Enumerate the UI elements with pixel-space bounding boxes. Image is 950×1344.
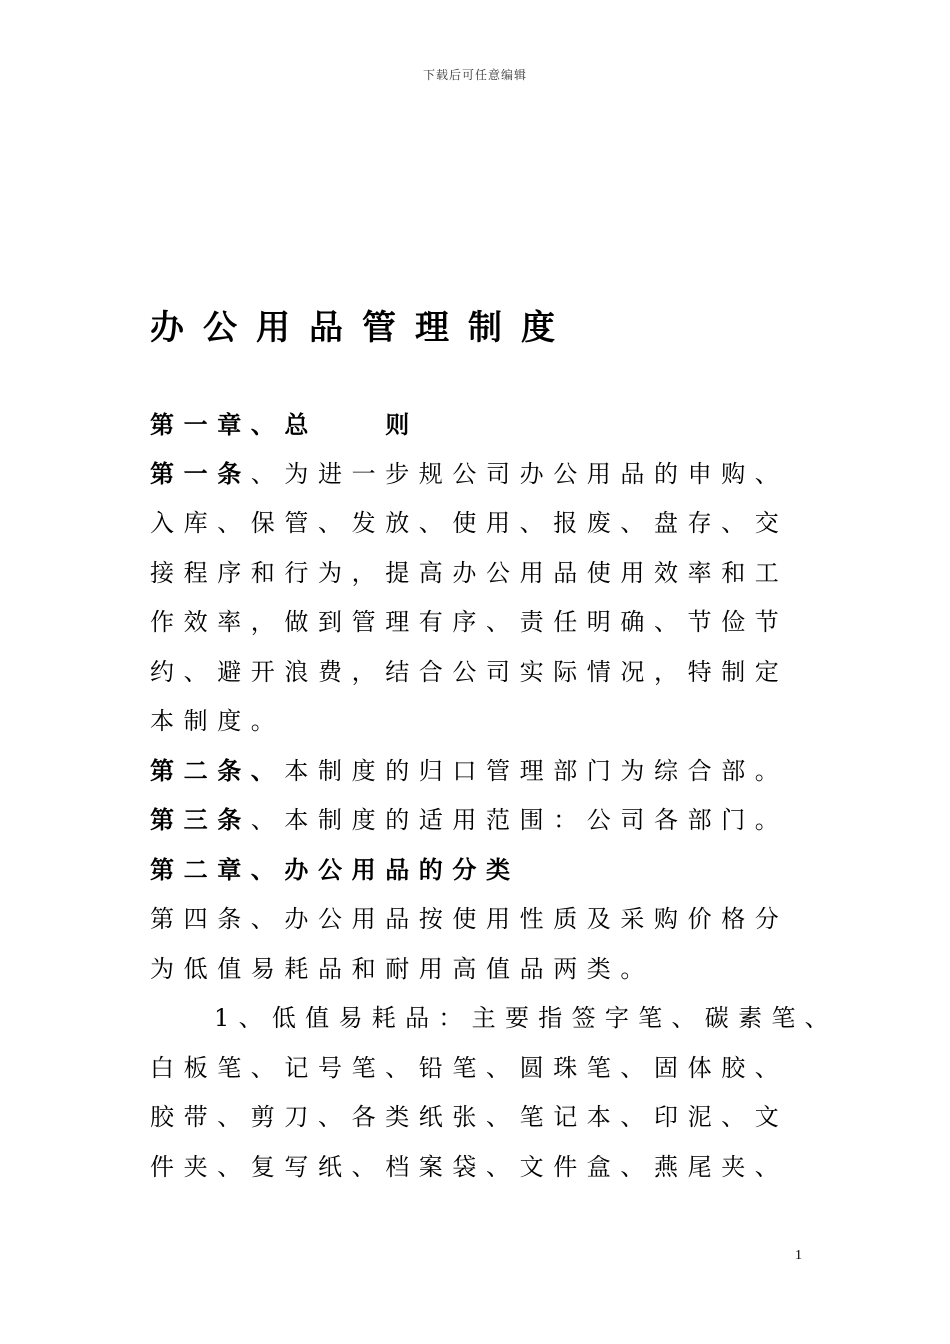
item-1-line-3: 胶带、剪刀、各类纸张、笔记本、印泥、文 [150,1103,789,1131]
article-2-line [150,753,788,789]
chapter-2-heading: 第二章、办公用品的分类 [150,856,520,884]
item-1-line-1: 1、低值易耗品：主要指签字笔、碳素笔、 [214,1004,838,1032]
article-1-text: 、为进一步规公司办公用品的申购、 [250,460,789,488]
article-1-line-1 [150,456,788,492]
article-1-line-2: 入库、保管、发放、使用、报废、盘存、交 [150,509,789,537]
article-1-line-5: 约、避开浪费，结合公司实际情况，特制定 [150,658,789,686]
article-3-line [150,802,788,838]
article-4-line-1: 第四条、办公用品按使用性质及采购价格分 [150,905,789,933]
page-number: 1 [795,1248,802,1263]
article-3-text: 、本制度的适用范围：公司各部门。 [250,806,789,834]
chapter-1-heading: 第一章、总 则 [150,411,419,439]
item-1-line-4: 件夹、复写纸、档案袋、文件盒、燕尾夹、 [150,1153,789,1181]
article-1-line-6: 本制度。 [150,707,285,735]
item-1-line-2: 白板笔、记号笔、铅笔、圆珠笔、固体胶、 [150,1054,789,1082]
article-3-label: 第三条 [150,806,251,834]
article-2-label: 第二条、 [150,757,285,785]
document-title: 办公用品管理制度 [150,308,574,348]
article-1-line-3: 接程序和行为，提高办公用品使用效率和工 [150,559,789,587]
article-1-label: 第一条 [150,460,251,488]
article-2-text: 本制度的归口管理部门为综合部。 [284,757,789,785]
article-1-line-4: 作效率，做到管理有序、责任明确、节俭节 [150,608,789,636]
header-note: 下载后可任意编辑 [422,68,527,82]
article-4-line-2: 为低值易耗品和耐用高值品两类。 [150,955,654,983]
